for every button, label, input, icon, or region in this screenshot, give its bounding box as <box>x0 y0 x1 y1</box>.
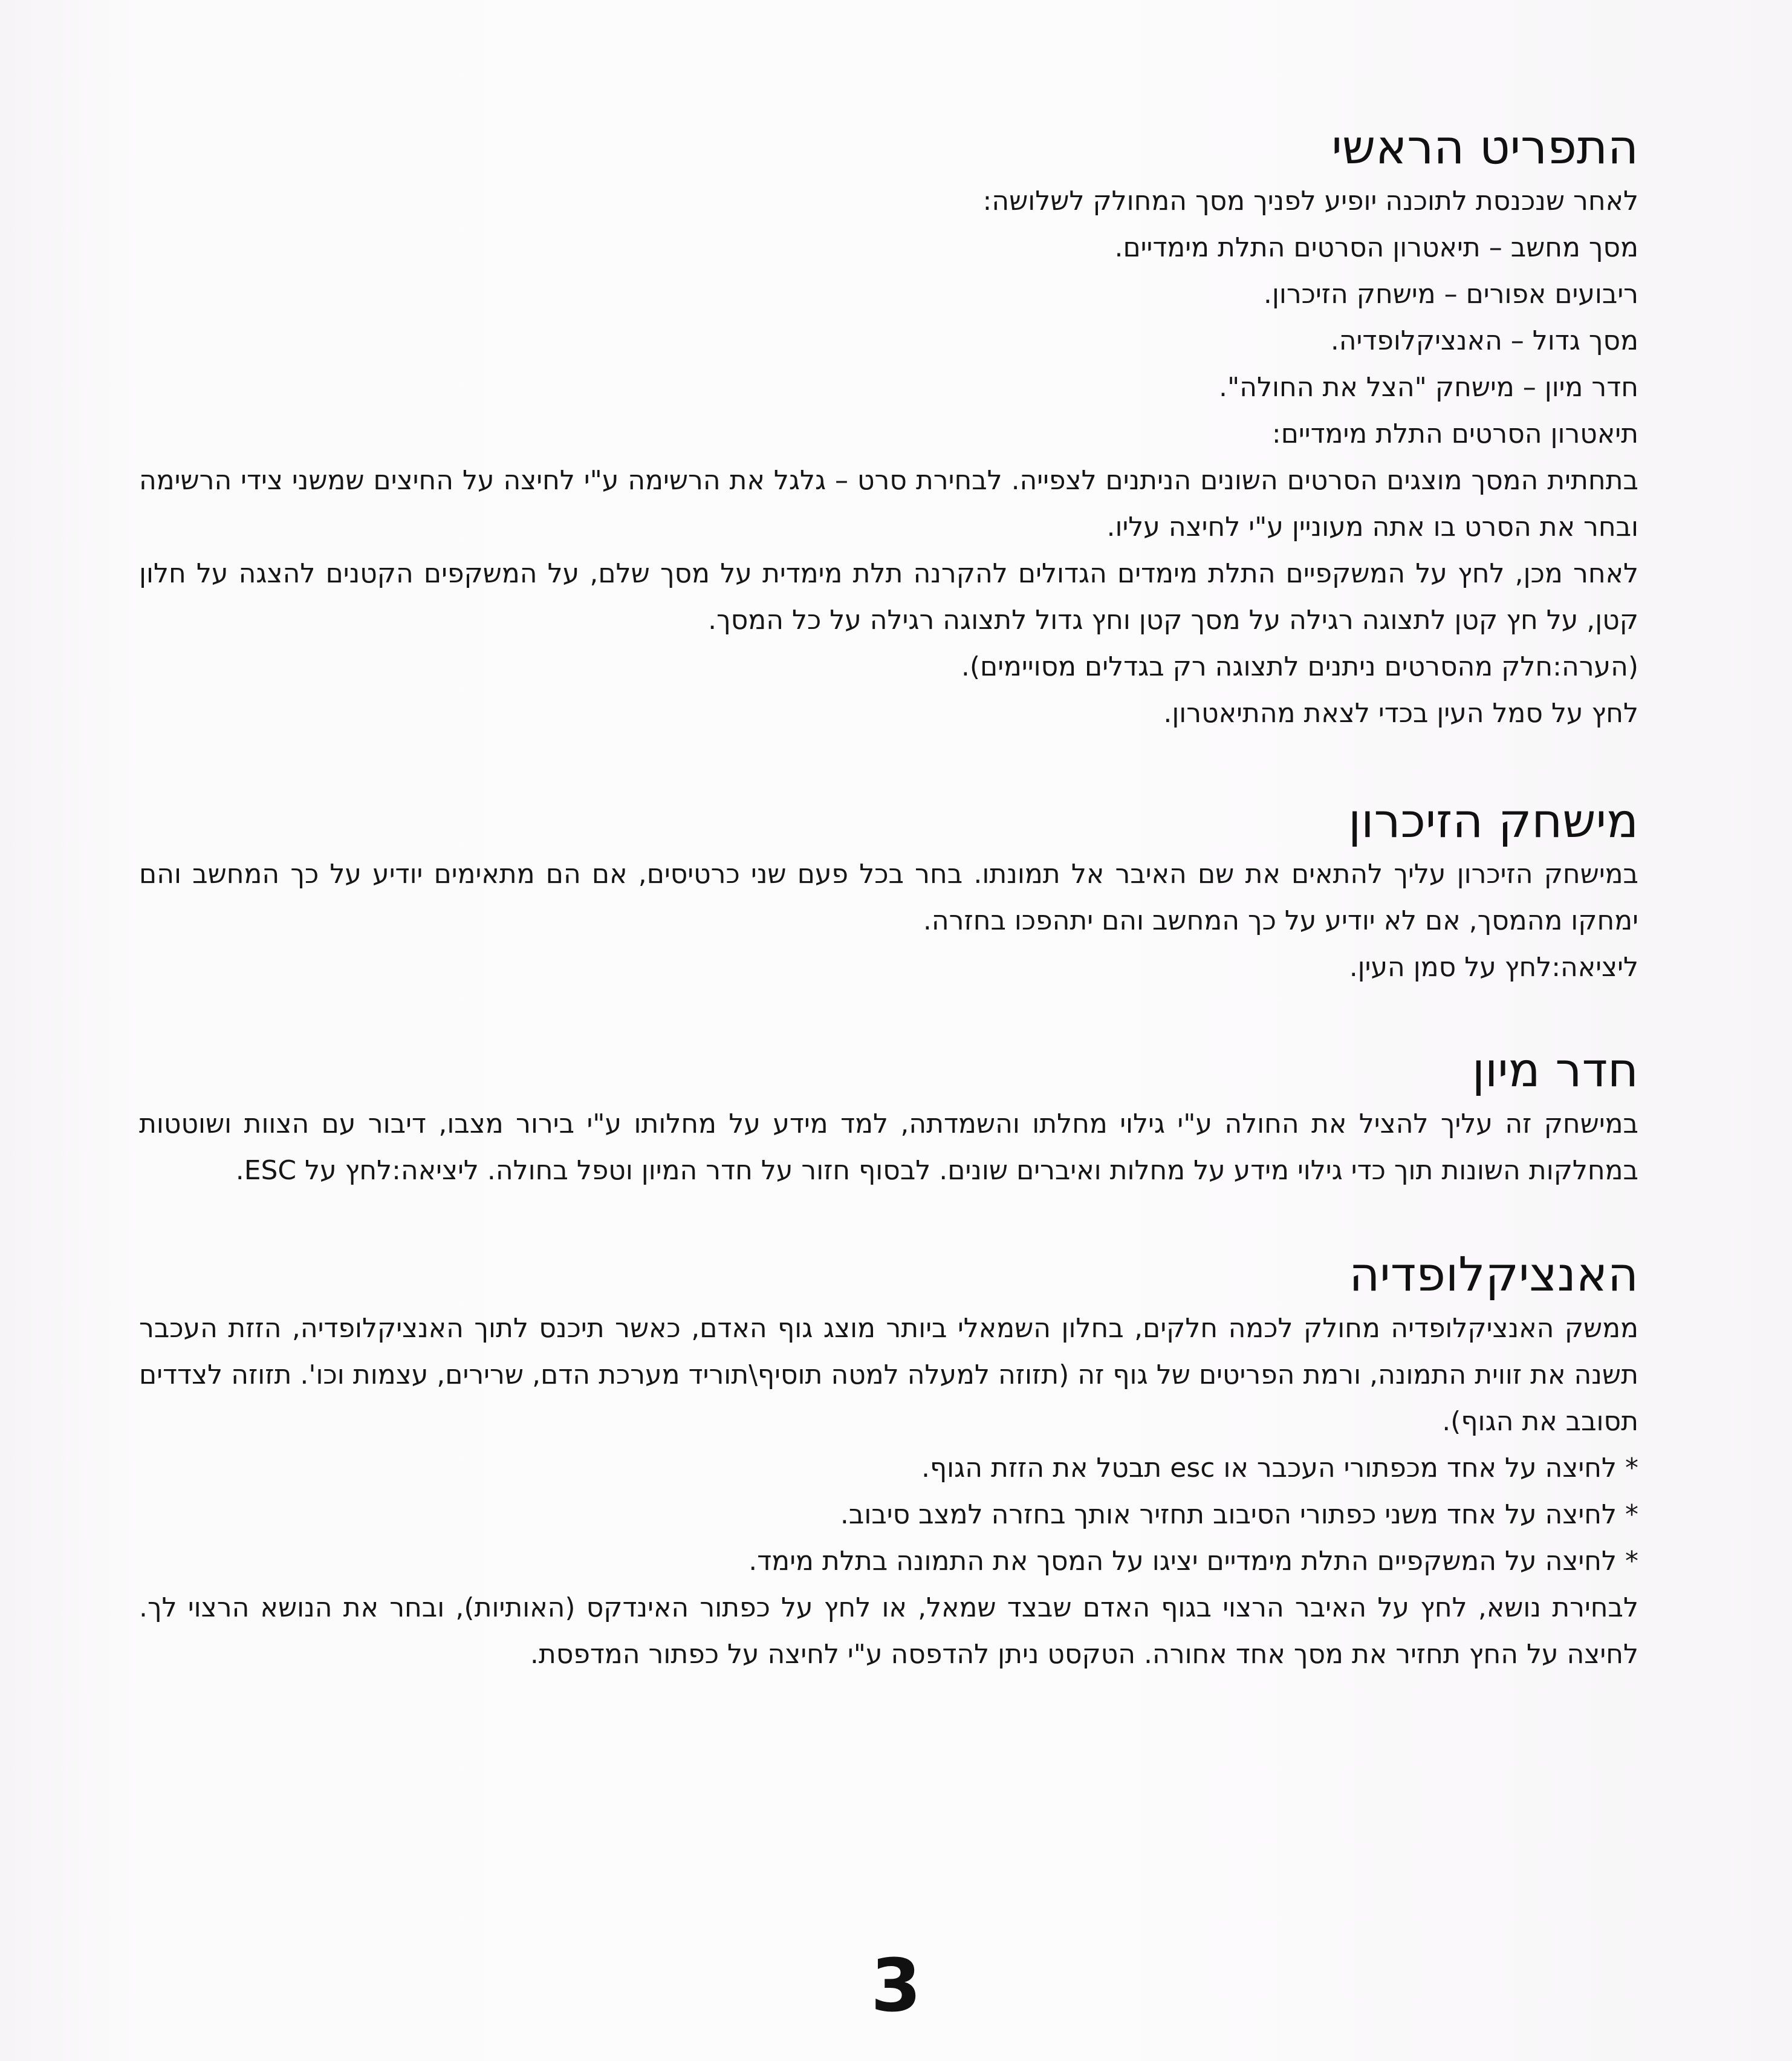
memory-game-paragraph: במישחק הזיכרון עליך להתאים את שם האיבר אל תמונתו. בחר בכל פעם שני כרטיסים, אם הם מתאימים יודיע על כך המחשב והם ימחקו מהמסך, אם לא יודיע על כך המחשב והם יתהפכו בחזרה. <box>139 859 1638 937</box>
section-memory-game <box>139 795 1638 991</box>
main-menu-item-computer-screen: מסך מחשב – תיאטרון הסרטים התלת מימדיים. <box>1114 232 1638 263</box>
section-er-room <box>139 1044 1638 1194</box>
main-menu-item-gray-squares: ריבועים אפורים – מישחק הזיכרון. <box>1263 278 1638 310</box>
main-menu-intro-line: לאחר שנכנסת לתוכנה יופיע לפניך מסך המחולק לשלושה: <box>982 185 1638 217</box>
section-heading-encyclopedia: האנציקלופדיה <box>1349 1248 1638 1303</box>
section-heading-memory-game: מישחק הזיכרון <box>1348 793 1638 848</box>
encyclopedia-paragraph: ממשק האנציקלופדיה מחולק לכמה חלקים, בחלון השמאלי ביותר מוצג גוף האדם, כאשר תיכנס לתוך האנציקלופדיה, הזזת העכבר תשנה את זווית התמונה, ורמת הפריטים של גוף זה (תזוזה למעלה למטה תוסיף\תוריד מערכת הדם, שרירים, עצמות וכו'. תזוזה לצדדים תסובב את הגוף). <box>139 1312 1638 1437</box>
theater-exit-line: לחץ על סמל העין בכדי לצאת מהתיאטרון. <box>1163 697 1638 729</box>
theater-subheading: תיאטרון הסרטים התלת מימדיים: <box>1271 418 1638 449</box>
er-room-paragraph: במישחק זה עליך להציל את החולה ע"י גילוי מחלתו והשמדתה, למד מידע על מחלותו ע"י בירור מצבו, דיבור עם הצוות ושוטטות במחלקות השונות תוך כדי גילוי מידע על מחלות ואיברים שונים. לבסוף חזור על חדר המיון וטפל בחולה. ליציאה:לחץ על ESC. <box>139 1109 1638 1187</box>
theater-paragraph-glasses: לאחר מכן, לחץ על המשקפיים התלת מימדים הגדולים להקרנה תלת מימדית על מסך שלם, על המשקפים הקטנים להצגה על חלון קטן, על חץ קטן לתצוגה רגילה על מסך קטן וחץ גדול לתצוגה רגילה על כל המסך. <box>139 558 1638 636</box>
main-menu-item-er-room: חדר מיון – מישחק "הצל את החולה". <box>1219 371 1638 403</box>
theater-paragraph-select: בתחתית המסך מוצגים הסרטים השונים הניתנים לצפייה. לבחירת סרט – גלגל את הרשימה ע"י לחיצה על החיצים שמשני צידי הרשימה ובחר את הסרט בו אתה מעוניין ע"י לחיצה עליו. <box>139 464 1638 542</box>
section-encyclopedia <box>139 1248 1638 1678</box>
page-content <box>139 121 1638 1678</box>
encyclopedia-bullet-3d-glasses: * לחיצה על המשקפיים התלת מימדיים יציגו על המסך את התמונה בתלת מימד. <box>748 1545 1638 1577</box>
section-heading-main-menu: התפריט הראשי <box>1331 120 1638 175</box>
encyclopedia-bullet-rotate: * לחיצה על אחד משני כפתורי הסיבוב תחזיר אותך בחזרה למצב סיבוב. <box>840 1499 1638 1530</box>
section-main-menu <box>139 121 1638 737</box>
theater-note-line: (הערה:חלק מהסרטים ניתנים לתצוגה רק בגדלים מסויימים). <box>961 651 1638 682</box>
page-number: 3 <box>871 1944 921 2028</box>
main-menu-item-large-screen: מסך גדול – האנציקלופדיה. <box>1330 325 1638 356</box>
encyclopedia-closing-paragraph: לבחירת נושא, לחץ על האיבר הרצוי בגוף האדם שבצד שמאל, או לחץ על כפתור האינדקס (האותיות), ובחר את הנושא הרצוי לך. לחיצה על החץ תחזיר את מסך אחד אחורה. הטקסט ניתן להדפסה ע"י לחיצה על כפתור המדפסת. <box>139 1592 1638 1670</box>
memory-game-exit-line: ליציאה:לחץ על סמן העין. <box>1349 952 1638 983</box>
encyclopedia-bullet-mouse: * לחיצה על אחד מכפתורי העכבר או esc תבטל את הזזת הגוף. <box>921 1452 1638 1483</box>
section-heading-er-room: חדר מיון <box>1472 1043 1638 1098</box>
